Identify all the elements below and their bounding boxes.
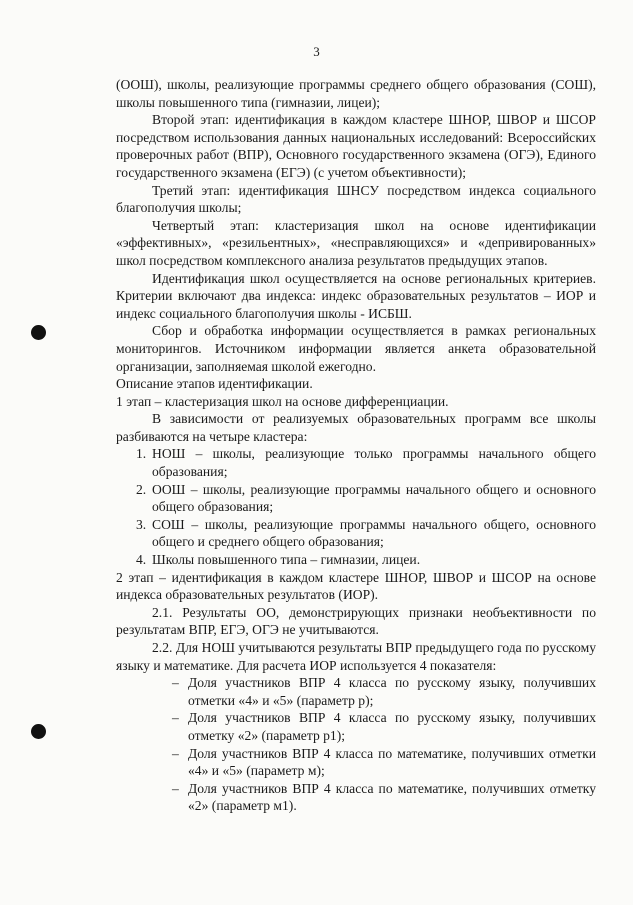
cluster-text: СОШ – школы, реализующие программы начального общего, основного общего и среднего общего образования; (152, 516, 596, 550)
cluster-item (116, 551, 596, 569)
indicator-item (116, 709, 596, 744)
punch-hole-bottom (31, 724, 46, 739)
indicator-item (116, 745, 596, 780)
document-body (116, 76, 596, 815)
punch-hole-top (31, 325, 46, 340)
cluster-number: 1. (136, 446, 147, 462)
indicator-text: Доля участников ВПР 4 класса по русскому языку, получивших отметку «2» (параметр р1); (188, 710, 596, 743)
indicator-text: Доля участников ВПР 4 класса по математике, получивших отметку «2» (параметр м1). (188, 780, 596, 814)
cluster-item (116, 481, 596, 516)
cluster-item (116, 445, 596, 480)
page-number: 3 (313, 44, 320, 59)
indicator-text: Доля участников ВПР 4 класса по математике, получивших отметки «4» и «5» (параметр м); (188, 745, 596, 779)
indicator-list (116, 674, 596, 815)
paragraph-monitoring: Сбор и обработка информации осуществляется в рамках региональных мониторингов. Источником информации является анкета образовательной организации, заполняемая школой ежегодно. (116, 323, 596, 374)
cluster-text: НОШ – школы, реализующие только программы начального общего образования; (152, 446, 596, 480)
paragraph-continuation: (ООШ), школы, реализующие программы среднего общего образования (СОШ), школы повышенного типа (гимназии, лицеи); (116, 77, 596, 110)
paragraph-2-2: 2.2. Для НОШ учитываются результаты ВПР предыдущего года по русскому языку и математике. Для расчета ИОР используется 4 показателя: (116, 640, 596, 673)
paragraph-stage-2-identification: 2 этап – идентификация в каждом кластере ШНОР, ШВОР и ШСОР на основе индекса образовательных результатов (ИОР). (116, 569, 596, 603)
paragraph-stage-3: Третий этап: идентификация ШНСУ посредством индекса социального благополучия школы; (116, 182, 596, 216)
cluster-item (116, 516, 596, 551)
dash-bullet: – (172, 780, 179, 796)
indicator-item (116, 780, 596, 815)
paragraph-clusters-intro: В зависимости от реализуемых образовательных программ все школы разбиваются на четыре кластера: (116, 411, 596, 444)
cluster-list (116, 445, 596, 568)
cluster-number: 3. (136, 516, 147, 532)
cluster-number: 4. (136, 552, 147, 568)
dash-bullet: – (172, 745, 179, 761)
paragraph-stage-2: Второй этап: идентификация в каждом кластере ШНОР, ШВОР и ШСОР посредством использования данных национальных исследований: Всероссийских проверочных работ (ВПР), Основного государственного экзамена (ОГЭ), Единого государственного экзамена (ЕГЭ) (с учетом объективности); (116, 112, 596, 180)
indicator-text: Доля участников ВПР 4 класса по русскому языку, получивших отметки «4» и «5» (параметр р); (188, 675, 596, 708)
paragraph-stage-4: Четвертый этап: кластеризация школ на основе идентификации «эффективных», «резильентных», «несправляющихся» и «депривированных» школ посредством комплексного анализа результатов предыдущих этапов. (116, 217, 596, 268)
paragraph-criteria: Идентификация школ осуществляется на основе региональных критериев. Критерии включают два индекса: индекс образовательных результатов – ИОР и индекс социального благополучия школы - ИСБШ. (116, 270, 596, 321)
cluster-text: Школы повышенного типа – гимназии, лицеи. (152, 552, 421, 568)
dash-bullet: – (172, 675, 179, 691)
paragraph-stage-1-clustering: 1 этап – кластеризация школ на основе дифференциации. (116, 393, 449, 409)
cluster-number: 2. (136, 481, 147, 497)
paragraph-2-1: 2.1. Результаты ОО, демонстрирующих признаки необъективности по результатам ВПР, ЕГЭ, ОГЭ не учитываются. (116, 604, 596, 638)
indicator-item (116, 674, 596, 709)
paragraph-description-heading: Описание этапов идентификации. (116, 376, 313, 392)
dash-bullet: – (172, 710, 179, 726)
cluster-text: ООШ – школы, реализующие программы начального общего и основного общего образования; (152, 481, 596, 515)
